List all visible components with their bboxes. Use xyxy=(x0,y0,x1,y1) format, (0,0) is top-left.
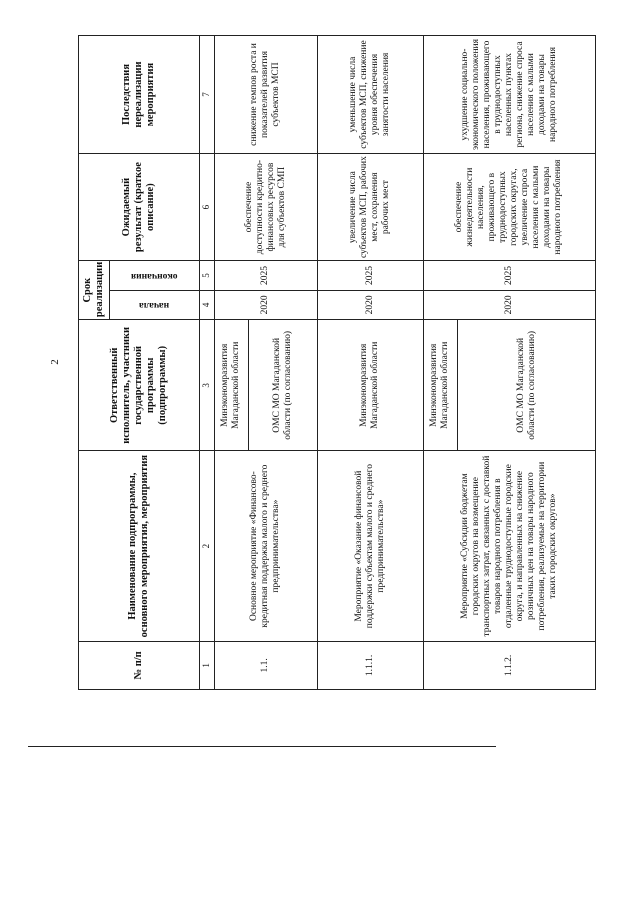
row-start: 2020 xyxy=(423,290,595,319)
row-executor: Минэкономразвития Магаданской области xyxy=(317,320,423,451)
header-period: Срок реализации xyxy=(79,261,110,320)
header-start-cell xyxy=(110,290,200,319)
row-consequence: ухудшение социально-экономического положения населения, проживающего в труднодоступных населенных пунктах региона, снижение спроса населения с малыми доходами на товары народного потребления xyxy=(423,36,595,154)
header-num: № п/п xyxy=(79,641,200,689)
header-end: окончания xyxy=(131,270,178,281)
row-executor: Минэкономразвития Магаданской области xyxy=(214,320,248,451)
horizontal-rule xyxy=(28,746,496,747)
col-number: 2 xyxy=(199,451,214,641)
col-number: 6 xyxy=(199,154,214,261)
col-number: 1 xyxy=(199,641,214,689)
row-start: 2020 xyxy=(214,290,317,319)
row-name: Мероприятие «Оказание финансовой поддержки субъектам малого и среднего предпринимательства» xyxy=(317,451,423,641)
header-executor: Ответственный исполнитель, участники государственной программы (подпрограммы) xyxy=(79,320,200,451)
col-number: 5 xyxy=(199,261,214,290)
row-name: Мероприятие «Субсидии бюджетам городских округов на возмещение транспортных затрат, связанных с доставкой товаров народного потребления в отдаленные труднодоступные городские округа, и направленных на снижение розничных цен на товары народного потребления, реализуемые на территории таких городских округов» xyxy=(423,451,595,641)
row-executor: ОМС МО Магаданской области (по согласованию) xyxy=(249,320,318,451)
row-num: 1.1.1. xyxy=(317,641,423,689)
col-number: 4 xyxy=(199,290,214,319)
row-executor: ОМС МО Магаданской области (по согласованию) xyxy=(458,320,596,451)
row-end: 2025 xyxy=(317,261,423,290)
header-consequences: Последствия нереализации мероприятия xyxy=(79,36,200,154)
row-result: обеспечение жизнедеятельности населения, проживающего в труднодоступных городских округах, увеличение спроса населения с малыми доходами на товары народного потребления xyxy=(423,154,595,261)
row-end: 2025 xyxy=(423,261,595,290)
row-consequence: снижение темпов роста и показателей развития субъектов МСП xyxy=(214,36,317,154)
col-number: 3 xyxy=(199,320,214,451)
row-result: обеспечение доступности кредитно-финансовых ресурсов для субъектов СМП xyxy=(214,154,317,261)
row-name: Основное мероприятие «Финансово-кредитная поддержка малого и среднего предпринимательства» xyxy=(214,451,317,641)
header-result: Ожидаемый результат (краткое описание) xyxy=(79,154,200,261)
header-name: Наименование подпрограммы, основного мероприятия, мероприятия xyxy=(79,451,200,641)
row-executor: Минэкономразвития Магаданской области xyxy=(423,320,457,451)
page-number: 2 xyxy=(48,359,61,365)
row-end: 2025 xyxy=(214,261,317,290)
col-number: 7 xyxy=(199,36,214,154)
row-start: 2020 xyxy=(317,290,423,319)
header-end-cell xyxy=(110,261,200,290)
header-start: начала xyxy=(139,300,170,311)
row-num: 1.1. xyxy=(214,641,317,689)
row-num: 1.1.2. xyxy=(423,641,595,689)
measures-table xyxy=(78,35,596,690)
rotated-table-container xyxy=(78,35,596,690)
row-result: увеличение числа субъектов МСП, рабочих мест, сохранения рабочих мест xyxy=(317,154,423,261)
row-consequence: уменьшение числа субъектов МСП, снижение уровня обеспечения занятости населения xyxy=(317,36,423,154)
